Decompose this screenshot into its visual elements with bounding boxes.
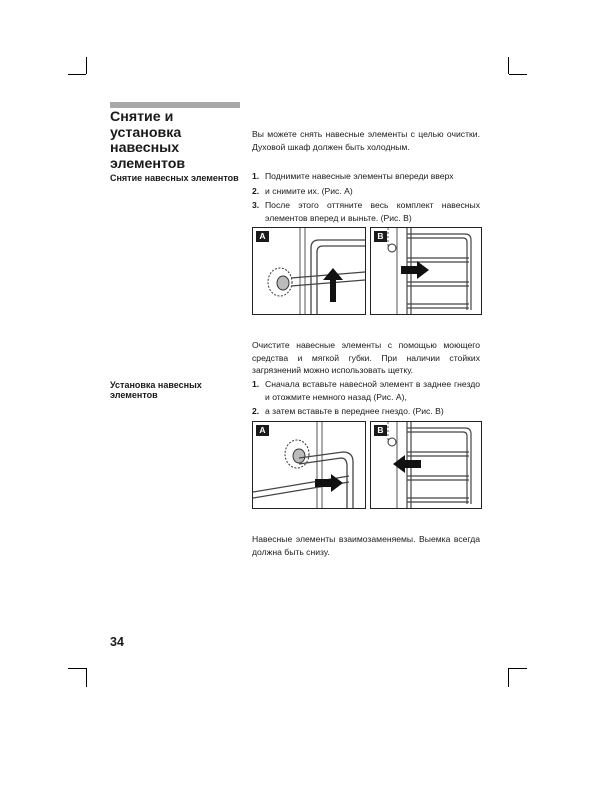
crop-mark-top-right	[509, 74, 527, 75]
removal-figure-a	[252, 227, 366, 315]
crop-mark-top-left	[86, 57, 87, 74]
arrow-left-icon	[393, 455, 421, 473]
list-item: 3. После этого оттяните весь комплект навесных элементов вперед и выньте. (Рис. B)	[252, 200, 480, 223]
list-item: 1. Сначала вставьте навесной элемент в заднее гнездо и отожмите немного назад (Рис. A),	[252, 379, 480, 402]
removal-figure-b	[370, 227, 482, 315]
figure-label: B	[374, 231, 387, 242]
figure-label: A	[256, 231, 269, 242]
removal-intro: Вы можете снять навесные элементы с целью очистки. Духовой шкаф должен быть холодным.	[252, 129, 480, 152]
installation-heading: Установка навесных элементов	[110, 380, 202, 400]
note-text: Навесные элементы взаимозаменяемы. Выемка всегда должна быть снизу.	[252, 534, 480, 557]
figure-label: B	[374, 425, 387, 436]
section-title: Снятие и установка навесных элементов	[110, 109, 186, 172]
installation-figure-b	[370, 421, 482, 509]
list-item: 1. Поднимите навесные элементы впереди вверх	[252, 171, 454, 181]
crop-mark-bottom-right	[508, 668, 509, 687]
installation-figure-b-drawing	[371, 422, 481, 508]
removal-figure-a-drawing	[253, 228, 365, 314]
list-item: 2. и снимите их. (Рис. A)	[252, 185, 353, 196]
installation-steps	[252, 378, 480, 420]
section-bar	[110, 102, 240, 108]
cleaning-text: Очистите навесные элементы с помощью моющего средства и мягкой губки. При наличии стойких загрязнений можно использовать щетку.	[252, 340, 480, 375]
list-item: 2. а затем вставьте в переднее гнездо. (Рис. B)	[252, 406, 444, 416]
page-number: 34	[110, 635, 124, 649]
crop-mark-bottom-left	[68, 668, 86, 669]
crop-mark-top-right	[508, 57, 509, 74]
arrow-up-icon	[323, 268, 343, 302]
arrow-right-icon	[401, 261, 429, 279]
figure-label: A	[256, 425, 269, 436]
installation-figure-a-drawing	[253, 422, 365, 508]
arrow-right-icon	[315, 474, 343, 492]
crop-mark-bottom-left	[86, 668, 87, 687]
crop-mark-bottom-right	[509, 668, 527, 669]
installation-figure-a	[252, 421, 366, 509]
crop-mark-top-left	[68, 74, 86, 75]
removal-steps	[252, 170, 480, 226]
removal-heading: Снятие навесных элементов	[110, 173, 239, 183]
